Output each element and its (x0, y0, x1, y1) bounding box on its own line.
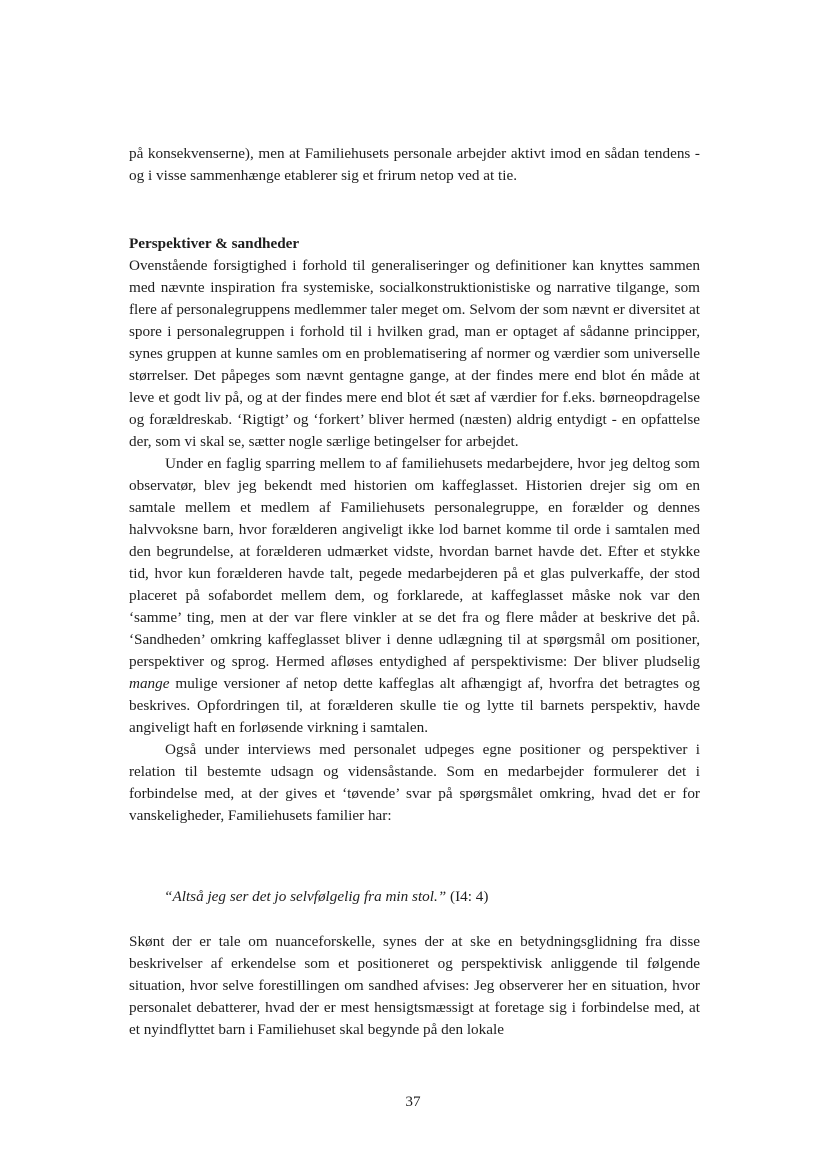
section-heading: Perspektiver & sandheder (129, 235, 300, 252)
quote-text: “Altså jeg ser det jo selvfølgelig fra min stol.” (164, 888, 447, 905)
paragraph-4: Skønt der er tale om nuanceforskelle, synes der at ske en betydningsglidning fra disse beskrivelser af erkendelse som et positioneret og perspektivisk anliggende til følgende situation, hvor selve forestillingen om sandhed afvises: Jeg observerer her en situation, hvor personalet debatterer, hvad der er mest hensigtsmæssigt at foretage sig i forbindelse med, at et nyindflyttet barn i Familiehuset skal begynde på den lokale (129, 933, 700, 1038)
page-number: 37 (405, 1093, 421, 1110)
paragraph-3: Også under interviews med personalet udpeges egne positioner og perspektiver i relation til bestemte udsagn og vidensåstande. Som en medarbejder formulerer det i forbindelse med, at der gives et ‘tøvende’ svar på spørgsmålet omkring, hvad det er for vanskeligheder, Familiehusets familier har: (129, 741, 700, 824)
quote-reference: (I4: 4) (446, 888, 489, 905)
paragraph-1: Ovenstående forsigtighed i forhold til generaliseringer og definitioner kan knyttes sammen med nævnte inspiration fra systemiske, socialkonstruktionistiske og narrative tilgange, som flere af personalegruppens medlemmer taler meget om. Selvom der som nævnt er diversitet at spore i personalegruppen i forhold til i hvilken grad, man er optaget af sådanne principper, synes gruppen at kunne samles om en problematisering af normer og værdier som universelle størrelser. Det påpeges som nævnt gentagne gange, at der findes mere end blot én måde at leve et godt liv på, og at der findes mere end blot ét sæt af værdier for f.eks. børneopdragelse og forældreskab. ‘Rigtigt’ og ‘forkert’ bliver hermed (næsten) aldrig entydigt - en opfattelse der, som vi skal se, sætter nogle særlige betingelser for arbejdet. (129, 257, 700, 450)
closing-block (129, 931, 700, 1041)
paragraph-2-emphasis: mange (129, 675, 170, 692)
intro-block (129, 143, 700, 187)
paragraph-2-part-a: Under en faglig sparring mellem to af familiehusets medarbejdere, hvor jeg deltog som observatør, blev jeg bekendt med historien om kaffeglasset. Historien drejer sig om en samtale mellem et medlem af Familiehusets personalegruppe, en forælder og dennes halvvoksne barn, hvor forælderen angiveligt ikke lod barnet komme til orde i samtalen med den begrundelse, at forælderen udmærket vidste, hvordan barnet havde det. Efter et stykke tid, hvor kun forælderen havde talt, pegede medarbejderen på et glas pulverkaffe, der stod placeret på sofabordet mellem dem, og forklarede, at kaffeglasset måske nok var den ‘samme’ ting, men at der var flere vinkler at se det fra og flere måder at beskrive det på. ‘Sandheden’ omkring kaffeglasset bliver i denne udlægning til at spørgsmål om positioner, perspektiver og sprog. Hermed afløses entydighed af perspektivisme: Der bliver pludselig (129, 455, 700, 670)
section-perspektiver (129, 233, 700, 827)
block-quote (164, 886, 684, 908)
paragraph-2-part-b: mulige versioner af netop dette kaffeglas alt afhængigt af, hvorfra det betragtes og beskrives. Opfordringen til, at forælderen skulle tie og lytte til barnets perspektiv, havde angiveligt haft en forløsende virkning i samtalen. (129, 675, 700, 736)
intro-paragraph: på konsekvenserne), men at Familiehusets personale arbejder aktivt imod en sådan tendens - og i visse sammenhænge etablerer sig et frirum netop ved at tie. (129, 145, 700, 184)
paragraph-2 (129, 453, 700, 739)
